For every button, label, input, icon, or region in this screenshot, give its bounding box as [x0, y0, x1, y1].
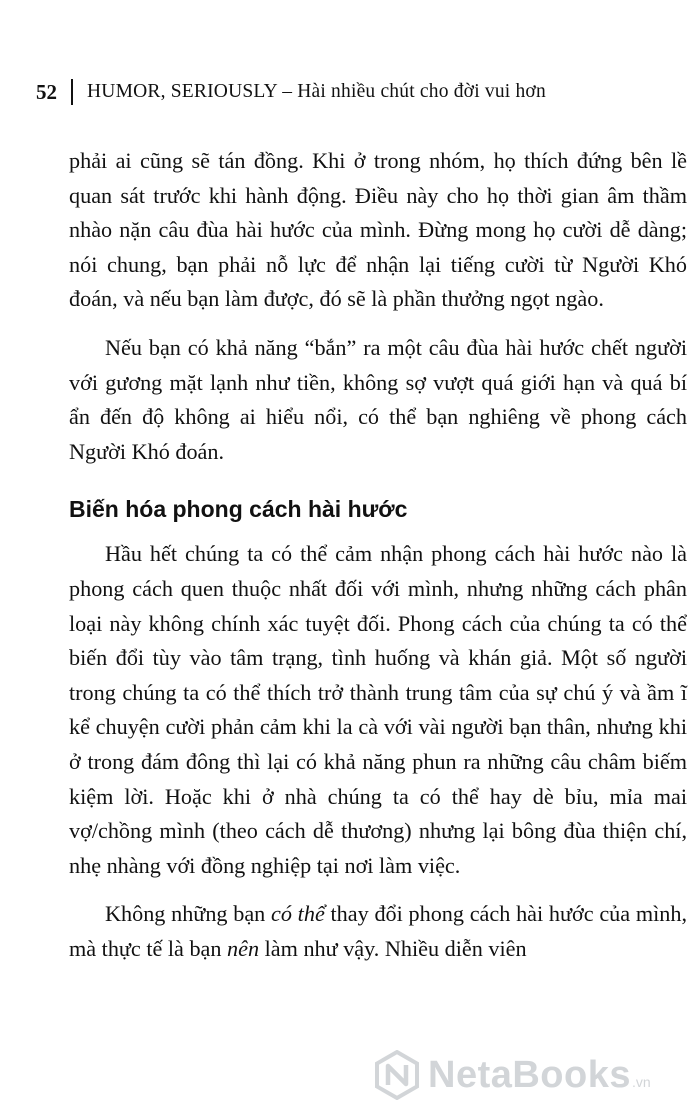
paragraph: Hầu hết chúng ta có thể cảm nhận phong cách hài hước nào là phong cách quen thuộc nhất đối với mình, nhưng những cách phân loại này không chính xác tuyệt đối. Phong cách của chúng ta có thể biến đổi tùy vào tâm trạng, tình huống và khán giả. Một số người trong chúng ta có thể thích trở thành trung tâm của sự chú ý và ầm ĩ kể chuyện cười phản cảm khi la cà với vài người bạn thân, nhưng khi ở trong đám đông thì lại có khả năng phun ra những câu châm biếm kiệm lời. Hoặc khi ở nhà chúng ta có thể hay dè bỉu, mỉa mai vợ/chồng mình (theo cách dễ thương) nhưng lại bông đùa thiện chí, nhẹ nhàng với đồng nghiệp tại nơi làm việc.: [69, 541, 687, 878]
watermark-text: NetaBooks: [428, 1053, 631, 1096]
watermark-suffix: .vn: [632, 1074, 651, 1090]
body-text: [69, 144, 687, 966]
emphasis: có thể: [271, 901, 325, 927]
watermark: [374, 1047, 651, 1103]
emphasis: nên: [227, 935, 260, 961]
header-divider: [71, 79, 73, 105]
text-run: thay đổi phong cách hài hước của mình, mà thực tế là bạn: [69, 901, 687, 961]
text-run: làm như vậy. Nhiều diễn viên: [259, 935, 527, 961]
running-header: [36, 74, 676, 110]
section-heading: Biến hóa phong cách hài hước: [69, 496, 408, 523]
page-number: 52: [36, 79, 57, 104]
paragraph-continued: phải ai cũng sẽ tán đồng. Khi ở trong nhóm, họ thích đứng bên lề quan sát trước khi hành động. Điều này cho họ thời gian âm thầm nhào nặn câu đùa hài hước của mình. Đừng mong họ cười dễ dàng; nói chung, bạn phải nỗ lực để nhận lại tiếng cười từ Người Khó đoán, và nếu bạn làm được, đó sẽ là phần thưởng ngọt ngào.: [69, 148, 687, 312]
text-run: Không những bạn: [105, 901, 272, 927]
paragraph-with-emphasis: [69, 897, 687, 966]
paragraph: Nếu bạn có khả năng “bắn” ra một câu đùa hài hước chết người với gương mặt lạnh như tiền, không sợ vượt quá giới hạn và quá bí ẩn đến độ không ai hiểu nổi, có thể bạn nghiêng về phong cách Người Khó đoán.: [69, 334, 687, 464]
netabooks-logo-icon: [374, 1050, 420, 1100]
running-title: HUMOR, SERIOUSLY – Hài nhiều chút cho đời vui hơn: [87, 81, 546, 102]
